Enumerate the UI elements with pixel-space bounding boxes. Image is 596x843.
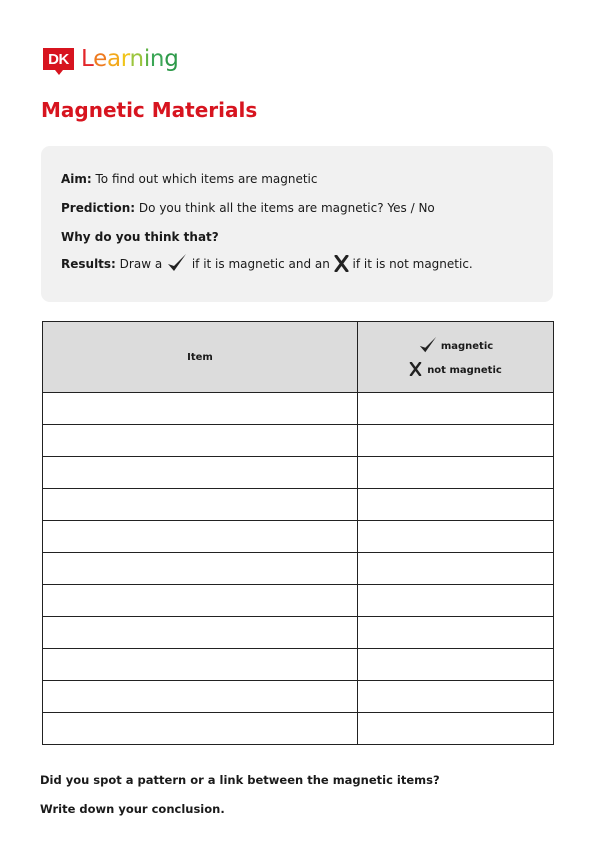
item-column-header: Item: [43, 322, 358, 393]
item-cell[interactable]: [43, 521, 358, 553]
aim-text: To find out which items are magnetic: [91, 172, 318, 186]
item-cell[interactable]: [43, 425, 358, 457]
legend-magnetic-label: magnetic: [440, 341, 494, 352]
result-cell[interactable]: [358, 489, 554, 521]
item-cell[interactable]: [43, 713, 358, 745]
results-text-c: if it is not magnetic.: [348, 257, 473, 271]
item-cell[interactable]: [43, 489, 358, 521]
logo-letter: e: [93, 46, 107, 72]
results-line: [61, 252, 473, 277]
item-cell[interactable]: [43, 585, 358, 617]
conclusion-prompt: Write down your conclusion.: [40, 802, 225, 816]
result-cell[interactable]: [358, 617, 554, 649]
table-row: [43, 713, 554, 745]
item-cell[interactable]: [43, 617, 358, 649]
results-label: Results:: [61, 257, 116, 271]
result-cell[interactable]: [358, 457, 554, 489]
prediction-line: [61, 201, 435, 215]
logo-letter: L: [81, 46, 94, 72]
table-row: [43, 393, 554, 425]
item-cell[interactable]: [43, 649, 358, 681]
item-cell[interactable]: [43, 553, 358, 585]
learning-wordmark: [81, 46, 179, 72]
table-row: [43, 489, 554, 521]
tick-icon: [166, 252, 188, 277]
table-row: [43, 585, 554, 617]
logo-letter: a: [106, 46, 121, 72]
result-cell[interactable]: [358, 713, 554, 745]
results-text-b: if it is magnetic and an: [188, 257, 334, 271]
table-row: [43, 617, 554, 649]
result-cell[interactable]: [358, 585, 554, 617]
logo-letter: i: [143, 46, 150, 72]
logo-letter: g: [164, 46, 179, 72]
legend-not-magnetic-label: not magnetic: [427, 365, 502, 376]
cross-icon: [334, 255, 349, 275]
table-row: [43, 425, 554, 457]
table-row: [43, 553, 554, 585]
result-cell[interactable]: [358, 425, 554, 457]
item-cell[interactable]: [43, 457, 358, 489]
pattern-question: Did you spot a pattern or a link between the magnetic items?: [40, 773, 440, 787]
prediction-label: Prediction:: [61, 201, 136, 215]
item-cell[interactable]: [43, 681, 358, 713]
result-cell[interactable]: [358, 393, 554, 425]
logo-letter: n: [129, 46, 144, 72]
aim-label: Aim:: [61, 172, 92, 186]
tick-icon: [418, 335, 438, 358]
logo-letter: n: [149, 46, 165, 72]
table-row: [43, 649, 554, 681]
legend-column-header: [358, 322, 554, 393]
table-row: [43, 457, 554, 489]
intro-panel: [41, 146, 553, 302]
why-line: [61, 230, 219, 244]
results-table: [42, 321, 554, 745]
dk-badge: DK: [43, 48, 74, 70]
result-cell[interactable]: [358, 649, 554, 681]
aim-line: [61, 172, 317, 186]
result-cell[interactable]: [358, 681, 554, 713]
why-question: Why do you think that?: [61, 230, 219, 244]
results-text-a: Draw a: [115, 257, 166, 271]
page-title: Magnetic Materials: [41, 98, 258, 122]
result-cell[interactable]: [358, 553, 554, 585]
table-header-row: [43, 322, 554, 393]
prediction-text: Do you think all the items are magnetic? Yes / No: [135, 201, 435, 215]
dk-learning-logo: [43, 46, 179, 72]
legend-magnetic: [358, 335, 553, 358]
logo-letter: r: [120, 46, 130, 72]
cross-icon: [409, 362, 422, 379]
item-cell[interactable]: [43, 393, 358, 425]
table-row: [43, 521, 554, 553]
legend-not-magnetic: [358, 362, 553, 379]
result-cell[interactable]: [358, 521, 554, 553]
table-row: [43, 681, 554, 713]
